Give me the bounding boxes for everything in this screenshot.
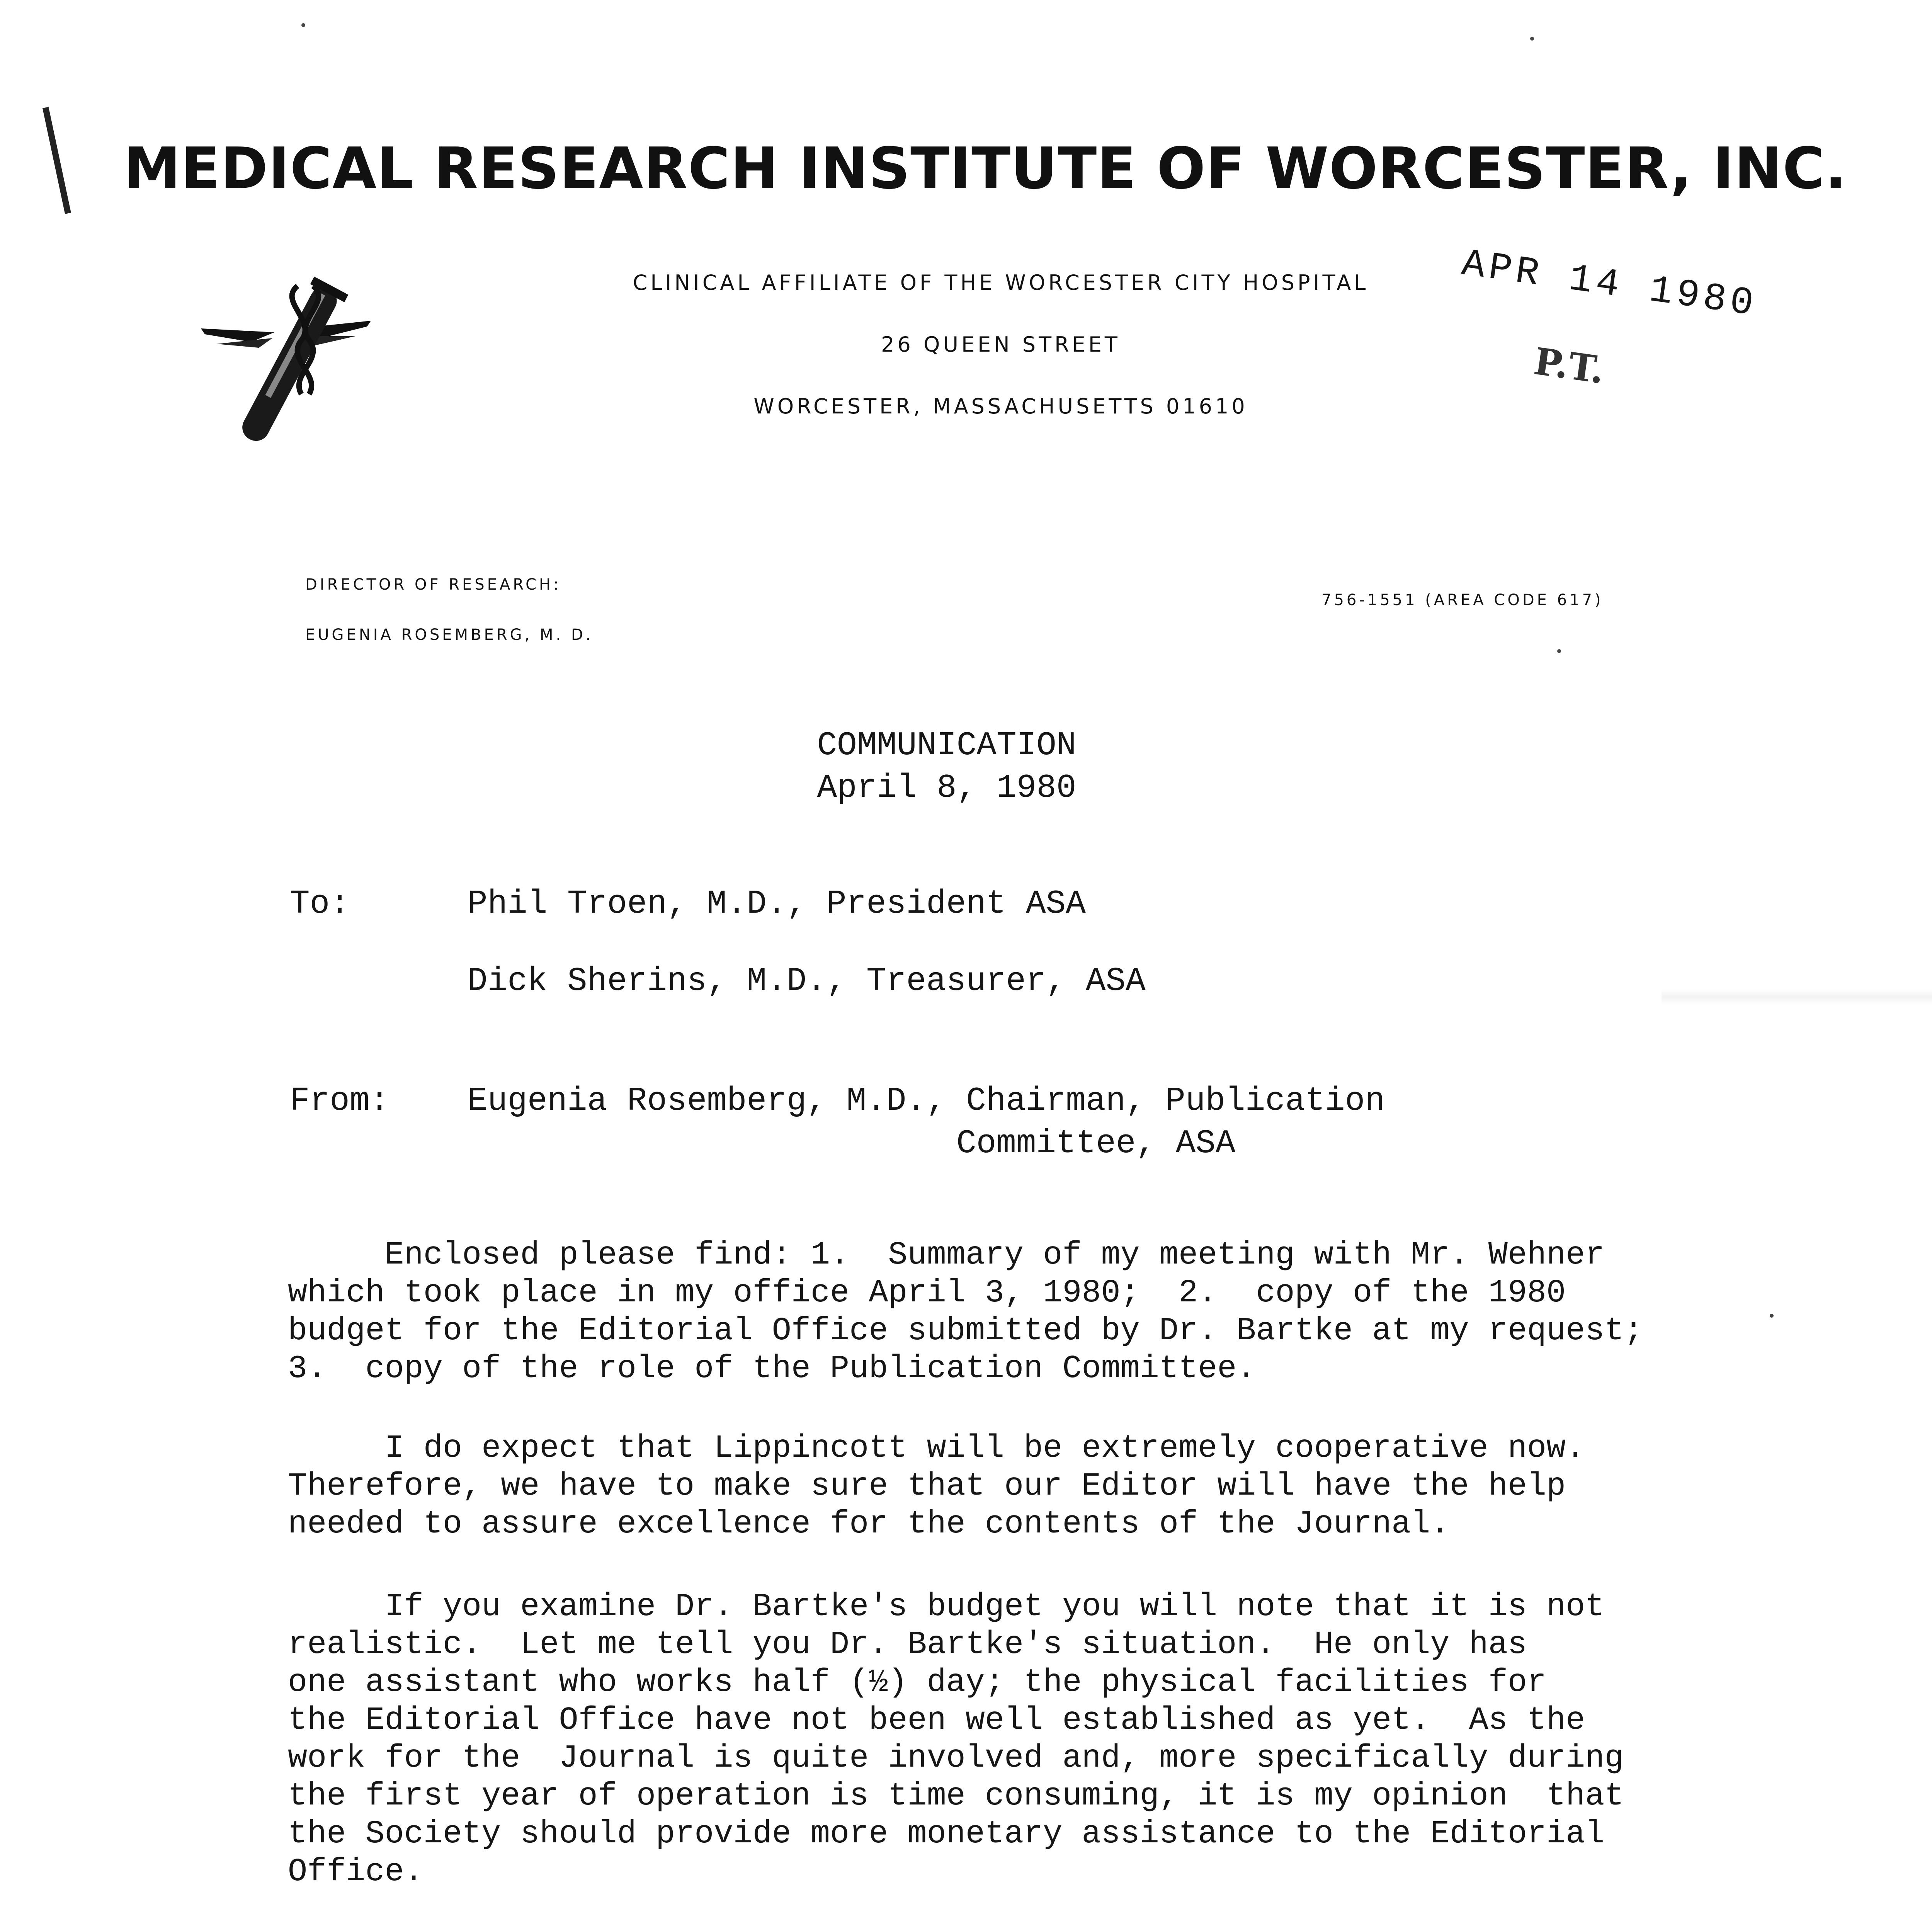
caduceus-test-tube-logo (193, 270, 379, 471)
document-title: COMMUNICATION (817, 726, 1077, 764)
director-name: EUGENIA ROSEMBERG, M. D. (305, 626, 594, 644)
from-label: From: (290, 1082, 390, 1120)
hospital-affiliation: CLINICAL AFFILIATE OF THE WORCESTER CITY HOSPITAL (633, 270, 1369, 295)
recipient-line: Phil Troen, M.D., President ASA (468, 885, 1086, 923)
speck (1557, 649, 1561, 653)
sender-line: Eugenia Rosemberg, M.D., Chairman, Publication (468, 1082, 1385, 1120)
institution-name: MEDICAL RESEARCH INSTITUTE OF WORCESTER, INC. (124, 135, 1847, 202)
body-paragraph: I do expect that Lippincott will be extremely cooperative now. Therefore, we have to make sure that our Editor will have the help needed to assure excellence for the contents of the Journal. (288, 1430, 1585, 1543)
sender-line-continued: Committee, ASA (956, 1124, 1236, 1162)
document-date: April 8, 1980 (817, 769, 1077, 807)
received-initials-stamp: P.T. (1531, 339, 1607, 393)
street-address: 26 QUEEN STREET (881, 332, 1121, 357)
city-state-zip: WORCESTER, MASSACHUSETTS 01610 (753, 394, 1248, 418)
to-label: To: (290, 885, 350, 923)
recipient-line: Dick Sherins, M.D., Treasurer, ASA (468, 962, 1146, 1000)
paper-fold (1662, 989, 1932, 1005)
director-title: DIRECTOR OF RESEARCH: (305, 576, 561, 594)
speck (1770, 1314, 1774, 1318)
received-date-stamp: APR 14 1980 (1459, 242, 1760, 327)
speck (301, 23, 305, 27)
body-paragraph: If you examine Dr. Bartke's budget you will note that it is not realistic. Let me tell you Dr. Bartke's situation. He only has one assistant who works half (½) day; the physical facilities for the Editorial Office have not been well established as yet. As the work for the Journal is quite involved and, more specifically during the first year of operation is time consuming, it is my opinion that the Society should provide more monetary assistance to the Editorial Office. (288, 1588, 1624, 1890)
speck (1530, 37, 1534, 41)
body-paragraph: Enclosed please find: 1. Summary of my meeting with Mr. Wehner which took place in my office April 3, 1980; 2. copy of the 1980 budget for the Editorial Office submitted by Dr. Bartke at my request; 3. copy of the role of the Publication Committee. (288, 1237, 1643, 1387)
phone-number: 756-1551 (AREA CODE 617) (1321, 591, 1604, 609)
